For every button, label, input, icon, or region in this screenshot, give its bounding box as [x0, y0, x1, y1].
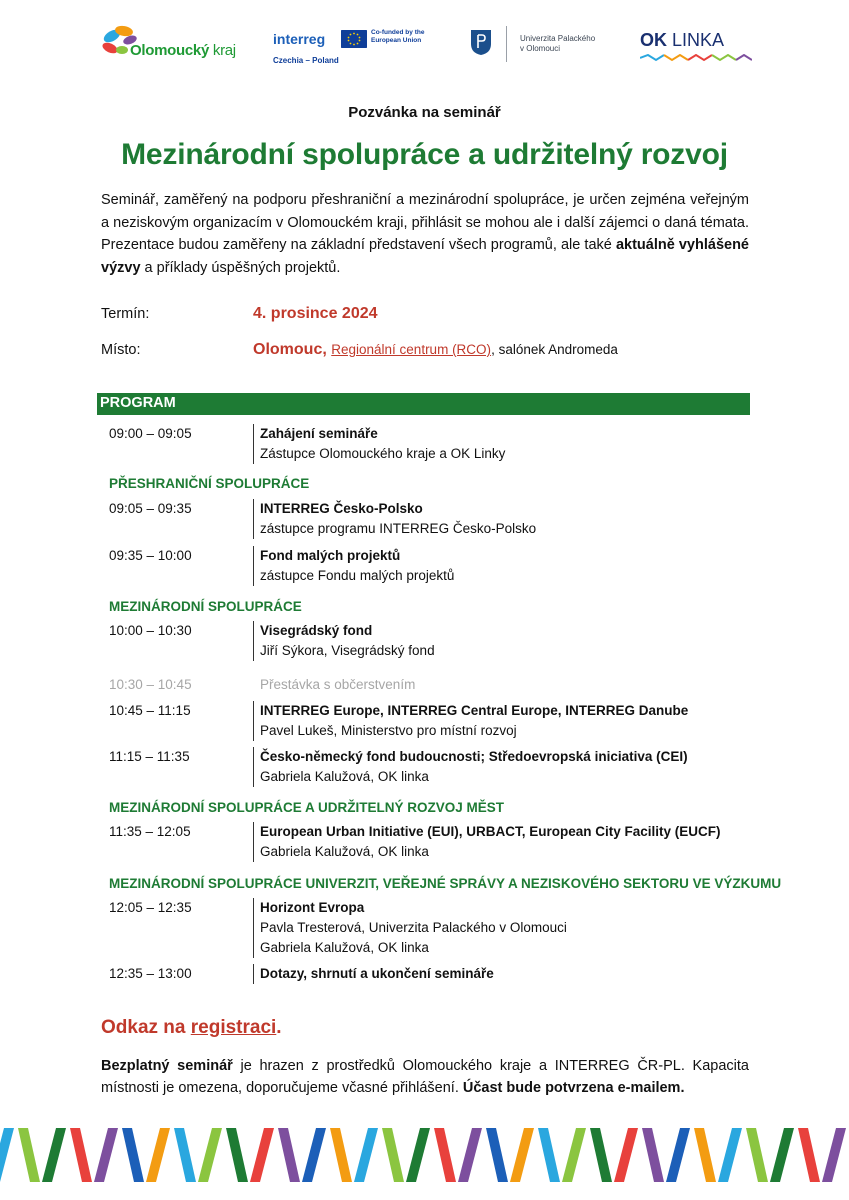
place-value: [253, 341, 618, 359]
time-divider: [253, 546, 254, 586]
colorful-wave-icon: [640, 54, 752, 62]
university-name: Univerzita Palackého v Olomouci: [520, 34, 596, 53]
time-divider: [253, 701, 254, 741]
time-divider: [253, 964, 254, 984]
section-heading-crossborder: PŘESHRANIČNÍ SPOLUPRÁCE: [109, 476, 310, 491]
interreg-wordmark: interreg: [273, 31, 326, 47]
agenda-item-visegrad: [260, 621, 750, 661]
item-speaker: zástupce Fondu malých projektů: [260, 568, 455, 583]
place-comma: ,: [322, 341, 327, 358]
stripe: [250, 1128, 274, 1182]
item-title: INTERREG Česko-Polsko: [260, 501, 423, 516]
stripe: [718, 1128, 742, 1182]
oklinka-word-ok: OK: [640, 30, 667, 50]
stripe: [642, 1128, 664, 1182]
interreg-logo: [273, 28, 423, 72]
item-speaker: Gabriela Kalužová, OK linka: [260, 940, 429, 955]
intro-text-2: a příklady úspěšných projektů.: [140, 259, 341, 276]
agenda-item-break: [260, 675, 750, 695]
intro-bold: aktuálně vyhlášené výzvy: [101, 237, 749, 276]
stripe: [94, 1128, 118, 1182]
time-divider: [253, 499, 254, 539]
item-title: Dotazy, shrnutí a ukončení semináře: [260, 966, 494, 981]
item-speaker: Pavel Lukeš, Ministerstvo pro místní rozvoj: [260, 723, 517, 738]
stripe: [458, 1128, 482, 1182]
time-divider: [253, 424, 254, 464]
registration-prefix: Odkaz na: [101, 1017, 191, 1038]
place-label: Místo:: [101, 342, 141, 358]
item-title: INTERREG Europe, INTERREG Central Europe, INTERREG Danube: [260, 703, 689, 718]
section-heading-international: MEZINÁRODNÍ SPOLUPRÁCE: [109, 599, 302, 614]
footer-bold-confirm: Účast bude potvrzena e-mailem.: [462, 1080, 685, 1096]
item-title: Horizont Evropa: [260, 900, 365, 915]
section-heading-research: MEZINÁRODNÍ SPOLUPRÁCE UNIVERZIT, VEŘEJNÉ SPRÁVY A NEZISKOVÉHO SEKTORU VE VÝZKUMU: [109, 876, 782, 891]
stripe: [666, 1128, 690, 1182]
stripe: [198, 1128, 222, 1182]
place-city: Olomouc: [253, 341, 323, 358]
item-speaker: Zástupce Olomouckého kraje a OK Linky: [260, 446, 506, 461]
intro-paragraph: [101, 189, 749, 279]
stripe: [18, 1128, 40, 1182]
logo-word-kraj: kraj: [212, 42, 236, 59]
section-heading-cities: MEZINÁRODNÍ SPOLUPRÁCE A UDRŽITELNÝ ROZVOJ MĚST: [109, 800, 505, 815]
agenda-item-opening: [260, 424, 750, 464]
item-title: Fond malých projektů: [260, 548, 401, 563]
agenda-item-interreg-cz-pl: [260, 499, 750, 539]
item-speaker: Jiří Sýkora, Visegrádský fond: [260, 643, 435, 658]
agenda-item-interreg-europe: [260, 701, 750, 741]
stripe: [486, 1128, 508, 1182]
stripe: [354, 1128, 378, 1182]
decorative-stripes: [0, 1128, 849, 1182]
footer-bold-free: Bezplatný seminář: [101, 1058, 233, 1074]
logo-divider: [506, 26, 507, 62]
date-label: Termín:: [101, 306, 150, 322]
stripe: [302, 1128, 326, 1182]
time-s2-1: 10:00 – 10:30: [109, 623, 192, 638]
registration-suffix: .: [276, 1017, 282, 1038]
time-s3-1: 11:35 – 12:05: [109, 824, 191, 839]
ok-linka-logo: [640, 30, 752, 66]
time-divider: [253, 621, 254, 661]
page-title: Mezinárodní spolupráce a udržitelný rozvoj: [121, 138, 728, 171]
stripe: [694, 1128, 716, 1182]
footer-paragraph: [101, 1055, 749, 1099]
item-title: Přestávka s občerstvením: [260, 677, 416, 692]
agenda-item-small-projects-fund: [260, 546, 750, 586]
stripe: [614, 1128, 638, 1182]
footer-text: je hrazen z prostředků Olomouckého kraje a INTERREG ČR-PL. Kapacita místnosti je omezena, doporučujeme včasné přihlášení.: [101, 1058, 749, 1096]
stripe: [538, 1128, 560, 1182]
stripe: [382, 1128, 404, 1182]
stripe: [406, 1128, 430, 1182]
stripe: [822, 1128, 846, 1182]
agenda-item-closing: [260, 964, 750, 984]
item-speaker: zástupce programu INTERREG Česko-Polsko: [260, 521, 537, 536]
item-speaker: Gabriela Kalužová, OK linka: [260, 769, 429, 784]
program-header-bar: [97, 393, 750, 415]
agenda-item-future-fund: [260, 747, 750, 787]
date-value: 4. prosince 2024: [253, 305, 378, 322]
stripe: [562, 1128, 586, 1182]
stripe: [330, 1128, 352, 1182]
time-divider: [253, 747, 254, 787]
time-closing: 12:35 – 13:00: [109, 966, 192, 981]
item-speaker: Pavla Tresterová, Univerzita Palackého v Olomouci: [260, 920, 567, 935]
time-s1-2: 09:35 – 10:00: [109, 548, 192, 563]
registration-link[interactable]: registraci: [190, 1017, 277, 1038]
oklinka-word-linka: LINKA: [672, 30, 725, 50]
stripe: [122, 1128, 144, 1182]
item-speaker: Gabriela Kalužová, OK linka: [260, 844, 429, 859]
time-s2-3: 11:15 – 11:35: [109, 749, 190, 764]
time-divider: [253, 898, 254, 958]
stripe: [434, 1128, 456, 1182]
university-seal-icon: [470, 28, 492, 56]
intro-text-1: Seminář, zaměřený na podporu přeshraniční a mezinárodní spolupráce, je určen zejména veřejným a neziskovým organizacím v Olomouckém kraji, přihlásit se mohou ale i další zájemci o daná témata. Prezentace budou zaměřeny na základní představení všech programů, ale také: [101, 192, 749, 253]
registration-line: [101, 1017, 282, 1039]
stripe: [746, 1128, 768, 1182]
time-break: 10:30 – 10:45: [109, 677, 192, 692]
eu-flag-icon: [341, 30, 367, 48]
time-divider: [253, 822, 254, 862]
place-room: , salónek Andromeda: [491, 342, 618, 357]
interreg-region: Czechia – Poland: [273, 56, 339, 65]
invitation-label: Pozvánka na seminář: [348, 104, 501, 121]
stripe: [70, 1128, 92, 1182]
upol-logo: [470, 26, 620, 66]
olomoucky-kraj-logo: [100, 22, 240, 66]
stripe: [798, 1128, 820, 1182]
cofunded-text: Co-funded by the European Union: [371, 29, 425, 44]
item-title: Visegrádský fond: [260, 623, 373, 638]
item-title: Zahájení semináře: [260, 426, 378, 441]
time-s4-1: 12:05 – 12:35: [109, 900, 192, 915]
agenda-item-horizon: [260, 898, 750, 958]
stripe: [510, 1128, 534, 1182]
time-s1-1: 09:05 – 09:35: [109, 501, 192, 516]
item-title: European Urban Initiative (EUI), URBACT, European City Facility (EUCF): [260, 824, 721, 839]
stripe: [590, 1128, 612, 1182]
item-title: Česko-německý fond budoucnosti; Středoevropská iniciativa (CEI): [260, 749, 688, 764]
program-header: PROGRAM: [100, 395, 176, 411]
time-s2-2: 10:45 – 11:15: [109, 703, 191, 718]
stripe: [174, 1128, 196, 1182]
stripe: [0, 1128, 14, 1182]
place-link[interactable]: Regionální centrum (RCO): [331, 342, 492, 357]
logo-word-olomoucky: Olomoucký: [130, 42, 209, 59]
agenda-item-urban: [260, 822, 750, 862]
stripe: [278, 1128, 300, 1182]
stripe: [226, 1128, 248, 1182]
stripe: [146, 1128, 170, 1182]
stripe: [42, 1128, 66, 1182]
time-opening: 09:00 – 09:05: [109, 426, 192, 441]
stripe: [770, 1128, 794, 1182]
